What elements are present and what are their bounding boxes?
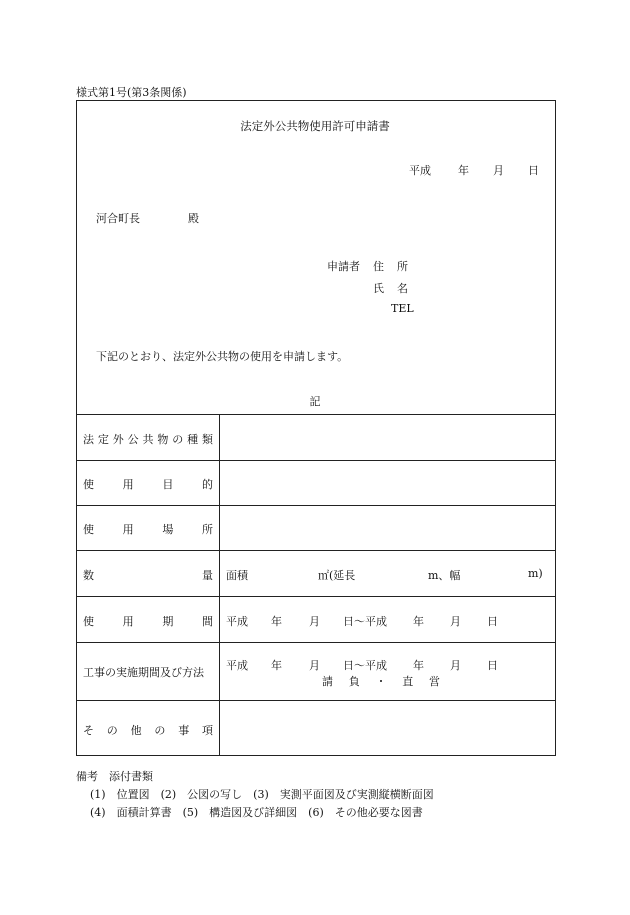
works-month: 月 [309, 659, 320, 672]
period-year-2: 年 [413, 615, 424, 628]
label-works: 工事の実施期間及び方法 [83, 666, 204, 679]
period-year: 年 [271, 615, 282, 628]
applicant-name-label: 氏 名 [373, 282, 408, 295]
remarks-line-2: (4) 面積計算書 (5) 構造図及び詳細図 (6) その他必要な図書 [90, 806, 423, 819]
works-method: 請 負 ・ 直 営 [322, 675, 440, 688]
quantity-width-label: m、幅 [428, 569, 461, 582]
addressee-honorific: 殿 [188, 212, 199, 225]
label-place: 使 用 場 所 [83, 523, 213, 536]
row-divider [76, 460, 556, 461]
period-era: 平成 [226, 615, 248, 628]
applicant-tel-label: TEL [391, 302, 414, 315]
ki-heading: 記 [309, 395, 321, 408]
row-divider [76, 550, 556, 551]
remarks-line-1: (1) 位置図 (2) 公図の写し (3) 実測平面図及び実測縦横断面図 [90, 788, 434, 801]
quantity-area-label: 面積 [226, 569, 248, 582]
remarks-title: 備考 添付書類 [76, 770, 153, 783]
date-year: 年 [458, 164, 469, 177]
period-day-2: 日 [487, 615, 498, 628]
addressee-name: 河合町長 [96, 212, 140, 225]
row-divider [76, 642, 556, 643]
works-day-to: 日～平成 [343, 659, 387, 672]
label-public-property-type: 法 定 外 公 共 物 の 種 類 [83, 433, 213, 446]
row-divider [76, 414, 556, 415]
label-period: 使 用 期 間 [83, 615, 213, 628]
label-purpose: 使 用 目 的 [83, 478, 213, 491]
date-month: 月 [493, 164, 504, 177]
label-quantity: 数 量 [83, 569, 213, 582]
date-day: 日 [528, 164, 539, 177]
works-year: 年 [271, 659, 282, 672]
request-statement: 下記のとおり、法定外公共物の使用を申請します。 [96, 350, 349, 363]
application-date [0, 162, 630, 176]
works-era: 平成 [226, 659, 248, 672]
form-title: 法定外公共物使用許可申請書 [240, 119, 390, 133]
label-other: そ の 他 の 事 項 [83, 724, 213, 737]
row-divider [76, 596, 556, 597]
applicant-label: 申請者 [327, 260, 360, 273]
period-month: 月 [309, 615, 320, 628]
works-month-2: 月 [450, 659, 461, 672]
works-day-2: 日 [487, 659, 498, 672]
quantity-m2-extension: ㎡(延長 [318, 569, 356, 582]
form-number: 様式第1号(第3条関係) [76, 86, 187, 99]
period-month-2: 月 [450, 615, 461, 628]
quantity-close: m) [528, 567, 543, 580]
row-divider [76, 700, 556, 701]
period-day-to: 日～平成 [343, 615, 387, 628]
column-divider [219, 414, 220, 756]
applicant-address-label: 住 所 [373, 260, 408, 273]
date-era: 平成 [409, 164, 431, 177]
row-divider [76, 505, 556, 506]
works-year-2: 年 [413, 659, 424, 672]
